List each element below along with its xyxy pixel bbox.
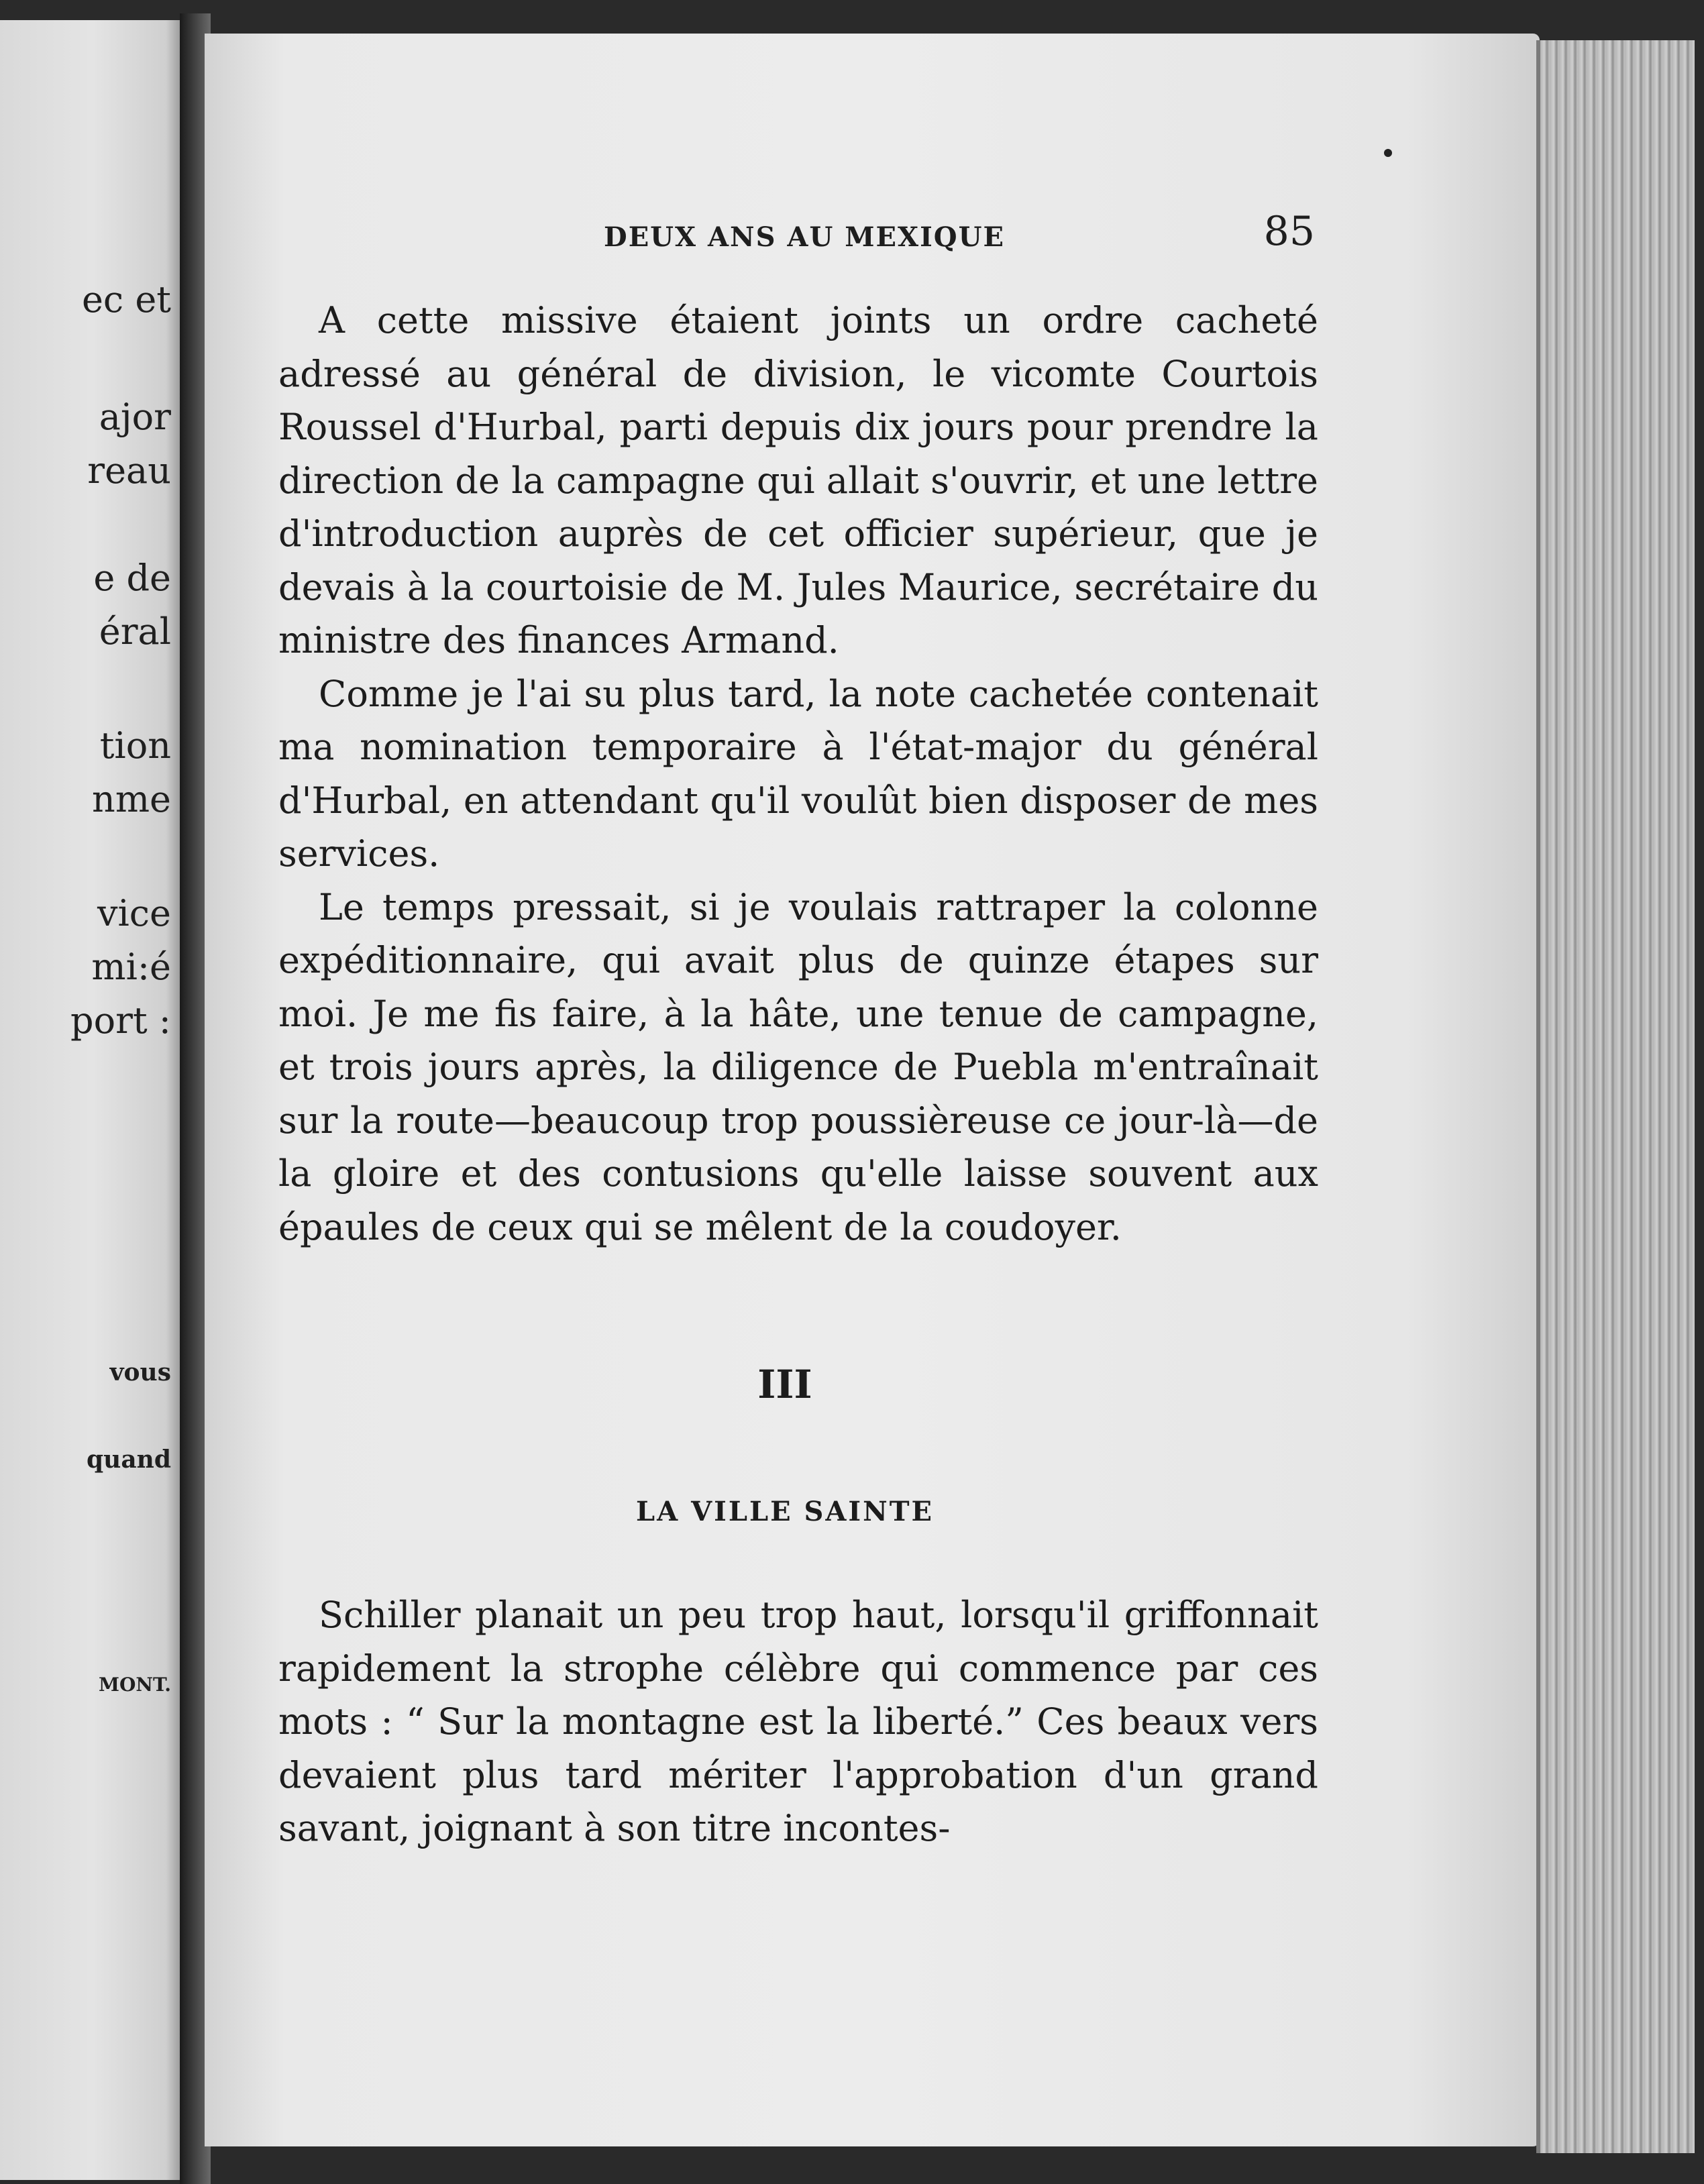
left-fragment: e de xyxy=(93,557,171,599)
section-body-text xyxy=(278,1588,1318,1855)
left-fragment: reau xyxy=(87,449,171,492)
paragraph: Le temps pressait, si je voulais rattraper la colonne expéditionnaire, qui avait plus de quinze étapes sur moi. Je me fis faire, à la hâte, une tenue de campagne, et trois jours après, la diligence de Puebla m'entraînait sur la route—beaucoup trop poussièreuse ce jour-là—de la gloire et des contusions qu'elle laisse souvent aux épaules de ceux qui se mêlent de la coudoyer. xyxy=(278,885,1318,1248)
section-number: III xyxy=(757,1362,812,1407)
left-fragment: MONT. xyxy=(99,1674,171,1696)
left-fragment: mi:é xyxy=(91,946,171,988)
section-title: LA VILLE SAINTE xyxy=(636,1496,934,1527)
paragraph: Comme je l'ai su plus tard, la note cachetée contenait ma nomination temporaire à l'état-major du général d'Hurbal, en attendant qu'il voulût bien disposer de mes services. xyxy=(278,672,1318,875)
left-fragment: nme xyxy=(92,778,171,820)
left-fragment: éral xyxy=(99,610,171,653)
previous-page-edge xyxy=(0,20,184,2180)
left-fragment: ec et xyxy=(81,278,171,321)
left-fragment: tion xyxy=(99,724,171,767)
left-fragment: ajor xyxy=(99,396,171,438)
paragraph: Schiller planait un peu trop haut, lorsqu'il griffonnait rapidement la strophe célèbre qui commence par ces mots : “ Sur la montagne est la liberté.” Ces beaux vers devaient plus tard mériter l'approbation d'un grand savant, joignant à son titre incontes- xyxy=(278,1594,1318,1849)
left-fragment: port : xyxy=(70,999,171,1042)
left-fragment: quand xyxy=(86,1445,171,1474)
page-number: 85 xyxy=(1263,208,1315,255)
ink-speck xyxy=(1384,149,1392,157)
left-fragment: vous xyxy=(109,1358,171,1386)
body-text xyxy=(278,294,1318,1254)
paragraph: A cette missive étaient joints un ordre cacheté adressé au général de division, le vicomte Courtois Roussel d'Hurbal, parti depuis dix jours pour prendre la direction de la campagne qui allait s'ouvrir, et une lettre d'introduction auprès de cet officier supérieur, que je devais à la courtoisie de M. Jules Maurice, secrétaire du ministre des finances Armand. xyxy=(278,299,1318,661)
page-block-edges xyxy=(1536,40,1695,2153)
page-header xyxy=(396,195,1342,255)
left-fragment: vice xyxy=(97,892,171,934)
running-title: DEUX ANS AU MEXIQUE xyxy=(604,221,1005,253)
